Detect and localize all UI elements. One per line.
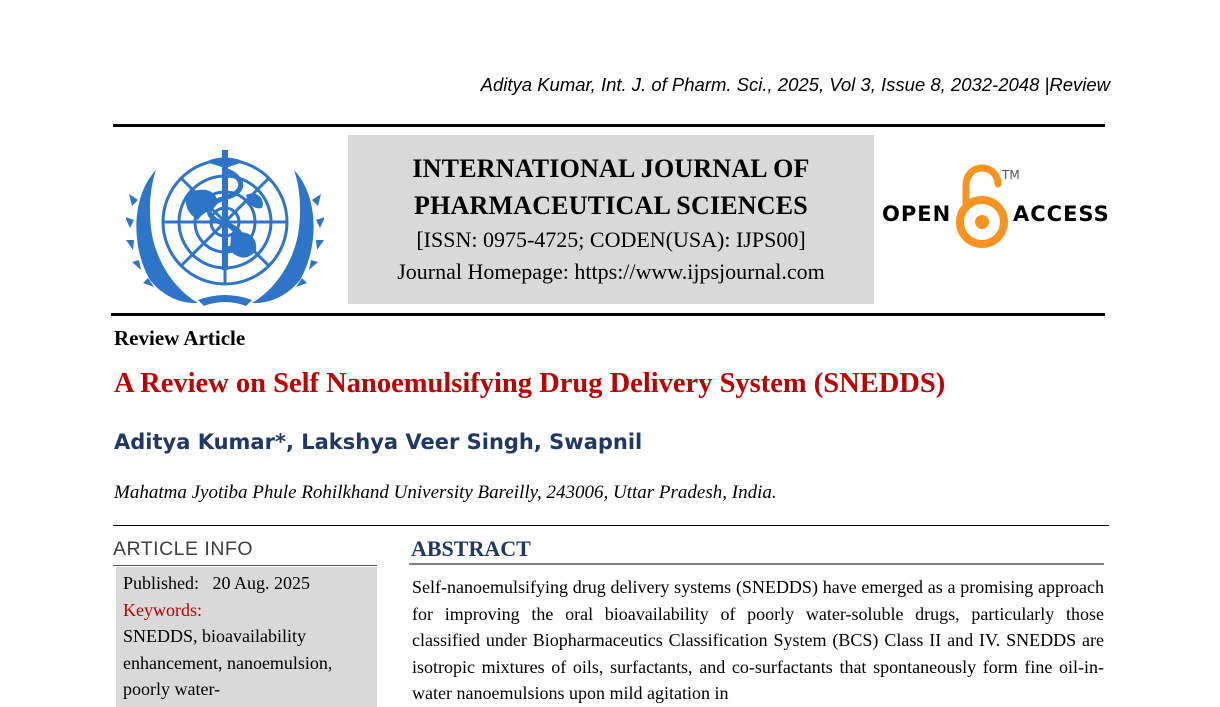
open-access-word-open: OPEN <box>882 202 952 226</box>
abstract-heading: ABSTRACT <box>411 536 531 561</box>
published-date: 20 Aug. 2025 <box>212 573 311 593</box>
keywords-label: Keywords: <box>123 599 202 620</box>
header-rule-bottom <box>111 313 1105 316</box>
journal-issn: [ISSN: 0975-4725; CODEN(USA): IJPS00] <box>416 227 806 252</box>
author-affiliation: Mahatma Jyotiba Phule Rohilkhand University Bareilly, 243006, Uttar Pradesh, India. <box>114 482 777 503</box>
section-divider <box>113 525 1109 526</box>
article-title: A Review on Self Nanoemulsifying Drug Delivery System (SNEDDS) <box>114 368 946 399</box>
journal-name-line2: PHARMACEUTICAL SCIENCES <box>414 191 808 220</box>
trademark-mark: TM <box>1002 168 1020 182</box>
published-label: Published: <box>123 573 200 593</box>
open-access-word-access: ACCESS <box>1013 202 1110 226</box>
abstract-text: Self-nanoemulsifying drug delivery systems (SNEDDS) have emerged as a promising approach for improving the oral bioavailability of poorly water-soluble drugs, particularly those classified under Biopharmaceutics Classification System (BCS) Class II and IV. SNEDDS are isotropic mixtures of oils, surfactants, and co-surfactants that spontaneously form fine oil-in-water nanoemulsions upon mild agitation in <box>412 577 1104 703</box>
keywords-text: SNEDDS, bioavailability enhancement, nanoemulsion, poorly water- <box>123 626 333 699</box>
journal-name-line1: INTERNATIONAL JOURNAL OF <box>412 154 810 183</box>
article-type: Review Article <box>114 326 246 350</box>
published-line <box>123 570 377 597</box>
abstract-rule <box>409 563 1104 565</box>
article-authors: Aditya Kumar*, Lakshya Veer Singh, Swapnil <box>114 430 643 454</box>
header-rule-top <box>113 124 1105 127</box>
citation-header: Aditya Kumar, Int. J. of Pharm. Sci., 2025, Vol 3, Issue 8, 2032-2048 |Review <box>480 74 1110 95</box>
open-access-logo <box>880 164 1108 252</box>
journal-emblem-logo <box>126 140 324 306</box>
journal-homepage: Journal Homepage: https://www.ijpsjournal.com <box>397 259 825 284</box>
article-info-box <box>116 567 377 707</box>
article-info-heading: ARTICLE INFO <box>113 538 253 560</box>
article-info-rule <box>113 565 377 566</box>
journal-masthead <box>348 135 874 304</box>
